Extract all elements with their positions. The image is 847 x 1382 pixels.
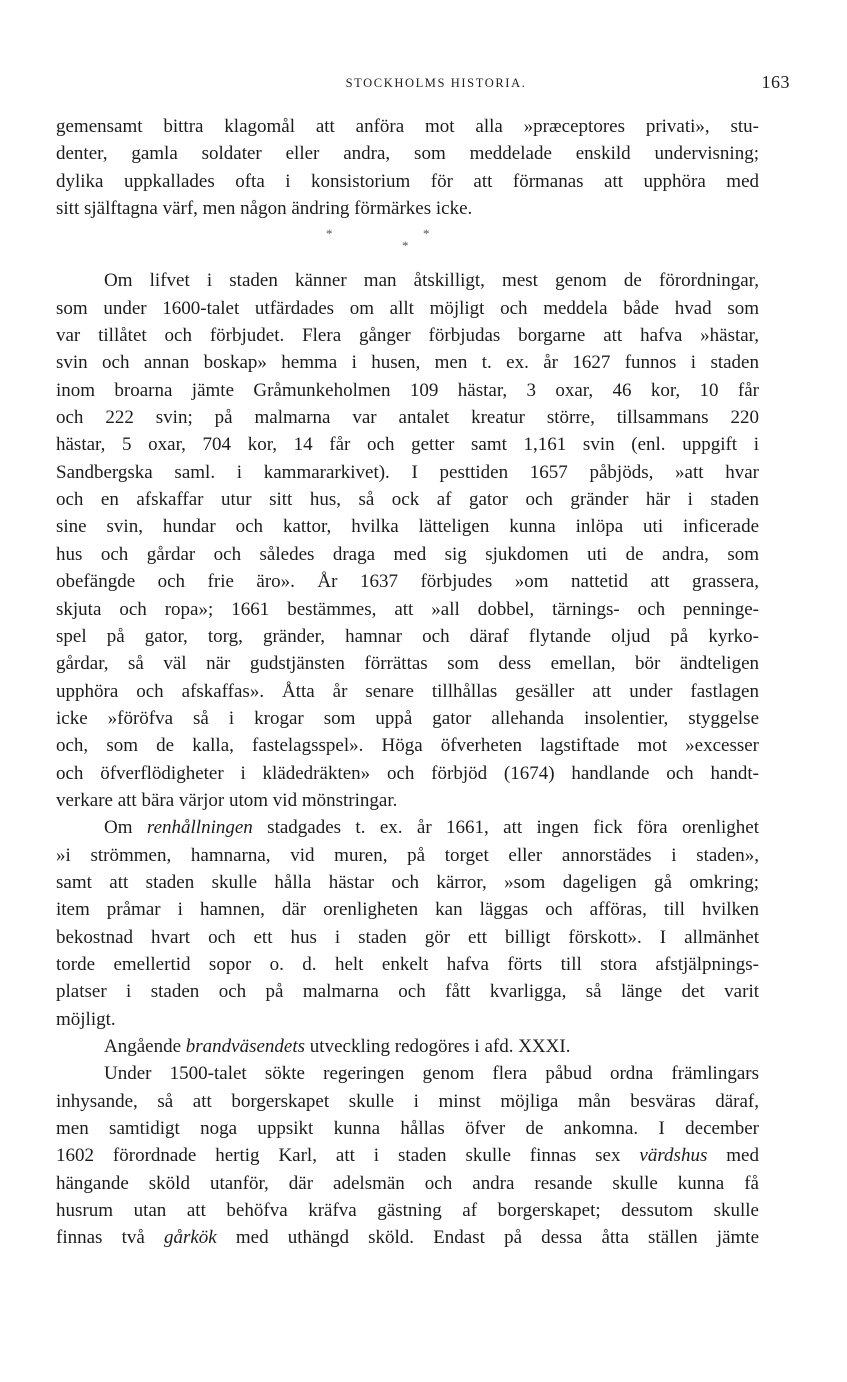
text-segment: Om: [104, 817, 147, 839]
paragraph-4: [56, 1033, 759, 1060]
text-line: Under 1500-talet sökte regeringen genom flera påbud ordna främlingars: [104, 1063, 759, 1085]
text-segment: finnas två: [56, 1227, 164, 1249]
text-segment: stadgades t. ex. år 1661, att ingen fick föra orenlighet: [252, 817, 759, 839]
asterisk-glyph: *: [402, 238, 409, 254]
text-line: var tillåtet och förbjudet. Flera gånger förbjudas borgarne att hafva »hästar,: [56, 325, 759, 347]
text-line: upphöra och afskaffas». Åtta år senare tillhållas gesäller att under fastlagen: [56, 680, 759, 702]
text-segment: med uthängd sköld. Endast på dessa åtta ställen jämte: [216, 1227, 759, 1249]
text-line: Om lifvet i staden känner man åtskilligt, mest genom de förordningar,: [104, 270, 759, 292]
paragraph-2: [56, 267, 759, 814]
page-number: 163: [761, 72, 790, 92]
text-line: dylika uppkallades ofta i konsistorium för att förmanas att upphöra med: [56, 170, 759, 192]
paragraph-5: [56, 1060, 759, 1251]
text-line: inom broarna jämte Gråmunkeholmen 109 hästar, 3 oxar, 46 kor, 10 får: [56, 379, 759, 401]
text-line: [56, 1033, 759, 1060]
text-line: verkare att bära värjor utom vid mönstringar.: [56, 789, 398, 811]
text-line: men samtidigt noga uppsikt kunna hållas öfver de ankomna. I december: [56, 1118, 759, 1140]
text-line: som under 1600-talet utfärdades om allt möjligt och meddela både hvad som: [56, 297, 759, 319]
text-line: icke »föröfva så i krogar som uppå gator allehanda insolentier, styggelse: [56, 707, 759, 729]
text-segment: Angående: [104, 1036, 186, 1057]
running-title: STOCKHOLMS HISTORIA.: [345, 76, 527, 90]
text-line: och, som de kalla, fastelagsspel». Höga öfverheten lagstiftade mot »excesser: [56, 735, 759, 757]
text-line: sine svin, hundar och kattor, hvilka lätteligen kunna inlöpa uti inficerade: [56, 516, 759, 538]
text-line: och 222 svin; på malmarna var antalet kreatur större, tillsammans 220: [56, 407, 759, 429]
emphasis-term: gårkök: [163, 1227, 217, 1249]
text-segment: utveckling redogöres i afd. XXXI.: [305, 1036, 571, 1057]
text-line: husrum utan att behöfva kräfva gästning af borgerskapet; dessutom skulle: [56, 1200, 759, 1222]
running-head: [56, 72, 790, 96]
paragraph-1: [56, 113, 759, 222]
text-line: denter, gamla soldater eller andra, som meddelade enskild undervisning;: [56, 143, 759, 165]
text-line: torde emellertid sopor o. d. helt enkelt hafva förts till stora afstjälpnings-: [56, 953, 759, 975]
text-line: hästar, 5 oxar, 704 kor, 14 får och getter samt 1,161 svin (enl. uppgift i: [56, 434, 759, 456]
text-line: samt att staden skulle hålla hästar och kärror, »som dageligen gå omkring;: [56, 871, 759, 893]
text-line: och en afskaffar utur sitt hus, så ock af gator och gränder här i staden: [56, 489, 759, 511]
text-line: platser i staden och på malmarna och fått kvarligga, så länge det varit: [56, 981, 759, 1003]
emphasis-term: värdshus: [639, 1145, 708, 1167]
text-line: hus och gårdar och således draga med sig sjukdomen uti de andra, som: [56, 543, 759, 565]
text-line: [56, 1142, 759, 1169]
text-line: hängande sköld utanför, där adelsmän och andra resande skulle kunna få: [56, 1172, 759, 1194]
text-line: »i strömmen, hamnarna, vid muren, på torget eller annorstädes i staden»,: [56, 844, 759, 866]
paragraph-3: [56, 814, 759, 1033]
asterisk-glyph: *: [326, 226, 333, 242]
text-line: inhysande, så att borgerskapet skulle i minst möjliga mån besväras däraf,: [56, 1090, 759, 1112]
text-line: sitt själftagna värf, men någon ändring förmärkes icke.: [56, 198, 473, 220]
section-break-asterisms: [56, 222, 759, 267]
text-line: svin och annan boskap» hemma i husen, men t. ex. år 1627 funnos i staden: [56, 352, 759, 374]
text-line: gemensamt bittra klagomål att anföra mot alla »præceptores privati», stu-: [56, 116, 759, 137]
text-line: spel på gator, torg, gränder, hamnar och däraf flytande oljud på kyrko-: [56, 625, 759, 647]
emphasis-term: renhållningen: [146, 817, 253, 839]
asterisk-glyph: *: [423, 226, 430, 242]
emphasis-term: brandväsendets: [185, 1036, 306, 1057]
text-line: obefängde och frie äro». År 1637 förbjudes »om nattetid att grassera,: [56, 571, 759, 593]
text-line: [56, 814, 759, 841]
text-line: och öfverflödigheter i klädedräkten» och förbjöd (1674) handlande och handt-: [56, 762, 759, 784]
text-line: [56, 1224, 759, 1251]
text-line: möjligt.: [56, 1008, 116, 1030]
body-text: [56, 113, 759, 1252]
text-line: bekostnad hvart och ett hus i staden gör ett billigt förskott». I allmänhet: [56, 926, 759, 948]
text-segment: med: [707, 1145, 759, 1167]
text-line: gårdar, så väl när gudstjänsten förrättas som dess emellan, bör ändteligen: [56, 653, 759, 675]
text-line: Sandbergska saml. i kammararkivet). I pesttiden 1657 påbjöds, »att hvar: [56, 461, 759, 483]
text-line: skjuta och ropa»; 1661 bestämmes, att »all dobbel, tärnings- och penninge-: [56, 598, 759, 620]
text-segment: 1602 förordnade hertig Karl, att i staden skulle finnas sex: [56, 1145, 640, 1167]
text-line: item pråmar i hamnen, där orenligheten kan läggas och afföras, till hvilken: [56, 899, 759, 921]
